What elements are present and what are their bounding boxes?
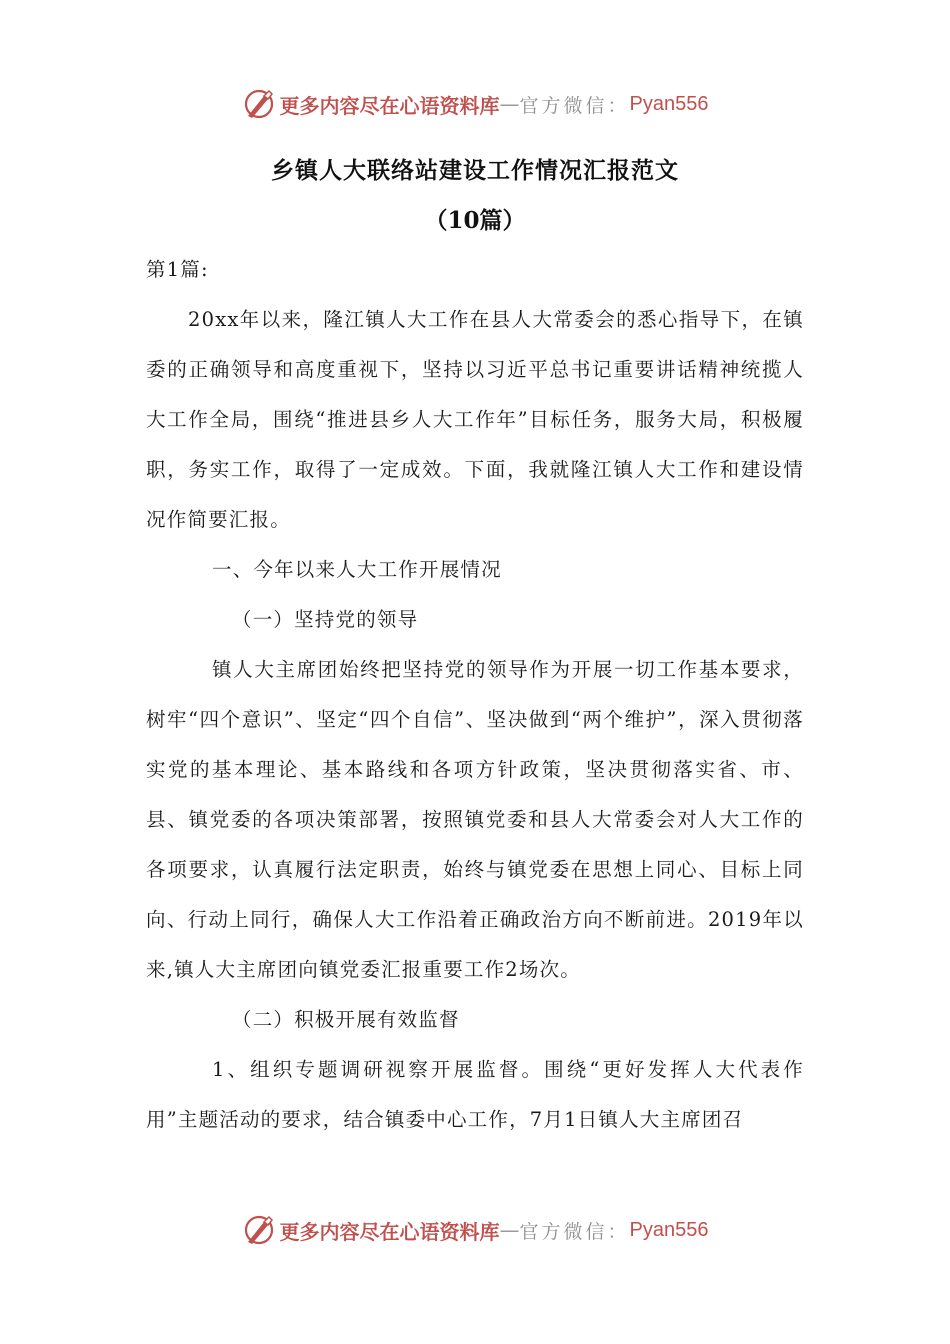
banner-wechat-id: Pyan556 [629, 1218, 709, 1241]
banner-dash: — [499, 92, 520, 116]
subsection-heading: （二）积极开展有效监督 [232, 1008, 460, 1031]
pen-logo-icon [242, 87, 276, 121]
footer-banner [0, 1210, 950, 1250]
banner-brand-text: 更多内容尽在心语资料库 [279, 93, 500, 118]
paragraph: 20xx年以来，隆江镇人大工作在县人大常委会的悉心指导下，在镇委的正确领导和高度重视下，坚持以习近平总书记重要讲话精神统揽人大工作全局，围绕“推进县乡人大工作年”目标任务，服务大局，积极履职，务实工作，取得了一定成效。下面，我就隆江镇人大工作和建设情况作简要汇报。 [146, 308, 804, 531]
section-heading: 一、今年以来人大工作开展情况 [212, 558, 502, 581]
pen-logo-icon [242, 1213, 276, 1247]
banner-brand-text: 更多内容尽在心语资料库 [279, 1219, 500, 1244]
banner-dash: — [499, 1218, 520, 1242]
document-title-count: （10篇） [424, 207, 526, 234]
banner-wechat-id: Pyan556 [629, 92, 709, 115]
paragraph: 镇人大主席团始终把坚持党的领导作为开展一切工作基本要求，树牢“四个意识”、坚定“四个自信”、坚决做到“两个维护”，深入贯彻落实党的基本理论、基本路线和各项方针政策，坚决贯彻落实省、市、县、镇党委的各项决策部署，按照镇党委和县人大常委会对人大工作的各项要求，认真履行法定职责，始终与镇党委在思想上同心、目标上同向、行动上同行，确保人大工作沿着正确政治方向不断前进。2019年以来,镇人大主席团向镇党委汇报重要工作2场次。 [146, 658, 804, 981]
banner-official-label: 官方微信： [519, 94, 630, 117]
banner-official-label: 官方微信： [519, 1220, 630, 1243]
document-title: 乡镇人大联络站建设工作情况汇报范文 [271, 157, 679, 184]
header-banner [0, 84, 950, 124]
paragraph: 1、组织专题调研视察开展监督。围绕“更好发挥人大代表作用”主题活动的要求，结合镇委中心工作，7月1日镇人大主席团召 [146, 1058, 804, 1131]
subsection-heading: （一）坚持党的领导 [232, 608, 419, 631]
document-body [146, 245, 804, 1145]
part-label: 第1篇: [146, 258, 209, 281]
